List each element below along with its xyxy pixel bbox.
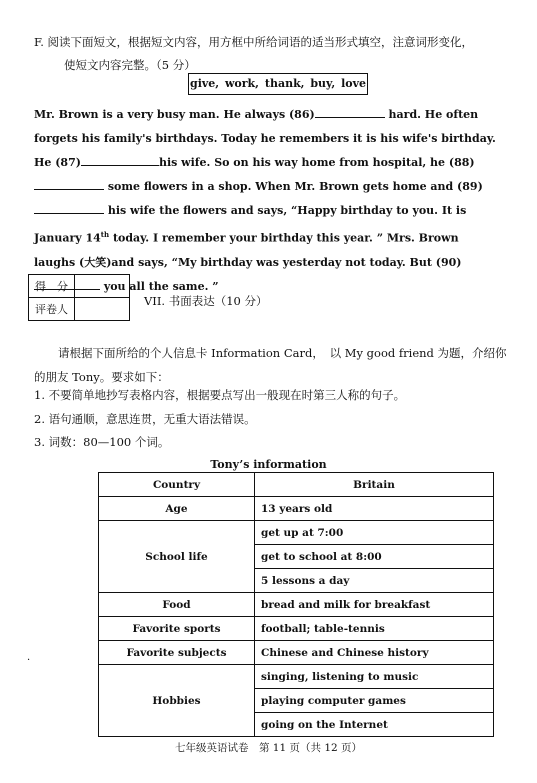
- passage-text: his wife the flowers and says, “Happy birthday to you. It is January 14: [34, 204, 467, 245]
- word-item: buy,: [310, 77, 336, 90]
- answer-blank[interactable]: [315, 105, 385, 118]
- requirement-item: 1. 不要简单地抄写表格内容，根据要点写出一般现在时第三人称的句子。: [34, 388, 406, 402]
- row-value: get to school at 8:00: [255, 545, 494, 569]
- writing-instructions: 请根据下面所给的个人信息卡 Information Card， 以 My good friend 为题，介绍你: [58, 346, 507, 360]
- info-table-title: Tony’s information: [210, 458, 327, 471]
- writing-instructions-cont: 的朋友 Tony。要求如下：: [34, 370, 169, 384]
- table-row: [99, 665, 494, 689]
- score-label: 得 分: [29, 275, 75, 298]
- score-field: [75, 275, 130, 298]
- section-f-title: F. 阅读下面短文，根据短文内容，用方框中所给词语的适当形式填空，注意词形变化，: [34, 35, 473, 49]
- section-7-title: VII. 书面表达（10 分）: [144, 294, 268, 308]
- table-row: [99, 521, 494, 545]
- page-footer: 七年级英语试卷 第 11 页（共 12 页）: [174, 742, 363, 754]
- word-item: give,: [190, 77, 220, 90]
- row-label: Hobbies: [99, 665, 255, 737]
- row-value: 5 lessons a day: [255, 569, 494, 593]
- row-value: going on the Internet: [255, 713, 494, 737]
- answer-blank[interactable]: [81, 153, 159, 166]
- passage-text: hard. He often forgets his family's birthdays. Today he remembers it is his wife's birthday. He (87): [34, 108, 496, 169]
- row-label: Age: [99, 497, 255, 521]
- section-f-title-cont: 使短文内容完整。（5 分）: [64, 58, 196, 72]
- word-item: work,: [224, 77, 260, 90]
- row-label: Favorite sports: [99, 617, 255, 641]
- table-row: [99, 641, 494, 665]
- row-value: 13 years old: [255, 497, 494, 521]
- row-value: singing, listening to music: [255, 665, 494, 689]
- requirement-item: 3. 词数：80—100 个词。: [34, 435, 170, 449]
- score-table: [28, 274, 130, 321]
- info-table: [98, 472, 494, 737]
- passage-text: some flowers in a shop. When Mr. Brown gets home and (89): [104, 180, 483, 193]
- row-value: get up at 7:00: [255, 521, 494, 545]
- table-row: [99, 497, 494, 521]
- passage-text: his wife. So on his way home from hospital, he (88): [158, 156, 475, 169]
- row-value: Chinese and Chinese history: [255, 641, 494, 665]
- header-cell: Country: [99, 473, 255, 497]
- table-row: [99, 617, 494, 641]
- stray-mark: ·: [27, 655, 31, 666]
- grader-field: [75, 298, 130, 321]
- word-item: thank,: [264, 77, 305, 90]
- header-cell: Britain: [255, 473, 494, 497]
- answer-blank[interactable]: [34, 177, 104, 190]
- answer-blank[interactable]: [34, 201, 104, 214]
- passage-text: Mr. Brown is a very busy man. He always (86): [34, 108, 315, 121]
- word-box: [188, 73, 368, 95]
- requirement-item: 2. 语句通顺，意思连贯，无重大语法错误。: [34, 412, 256, 426]
- cloze-passage: [34, 103, 500, 299]
- row-label: Food: [99, 593, 255, 617]
- grader-label: 评卷人: [29, 298, 75, 321]
- row-label: Favorite subjects: [99, 641, 255, 665]
- passage-text: you all the same. ”: [100, 279, 219, 293]
- row-value: playing computer games: [255, 689, 494, 713]
- word-item: love: [341, 77, 366, 90]
- row-value: football; table-tennis: [255, 617, 494, 641]
- passage-text: today. I remember your birthday this year. ” Mrs. Brown laughs (大笑)and says, “My birthday was yesterday not today. But (90): [34, 231, 462, 269]
- row-value: bread and milk for breakfast: [255, 593, 494, 617]
- table-header-row: [99, 473, 494, 497]
- superscript: th: [100, 230, 110, 239]
- table-row: [99, 593, 494, 617]
- row-label: School life: [99, 521, 255, 593]
